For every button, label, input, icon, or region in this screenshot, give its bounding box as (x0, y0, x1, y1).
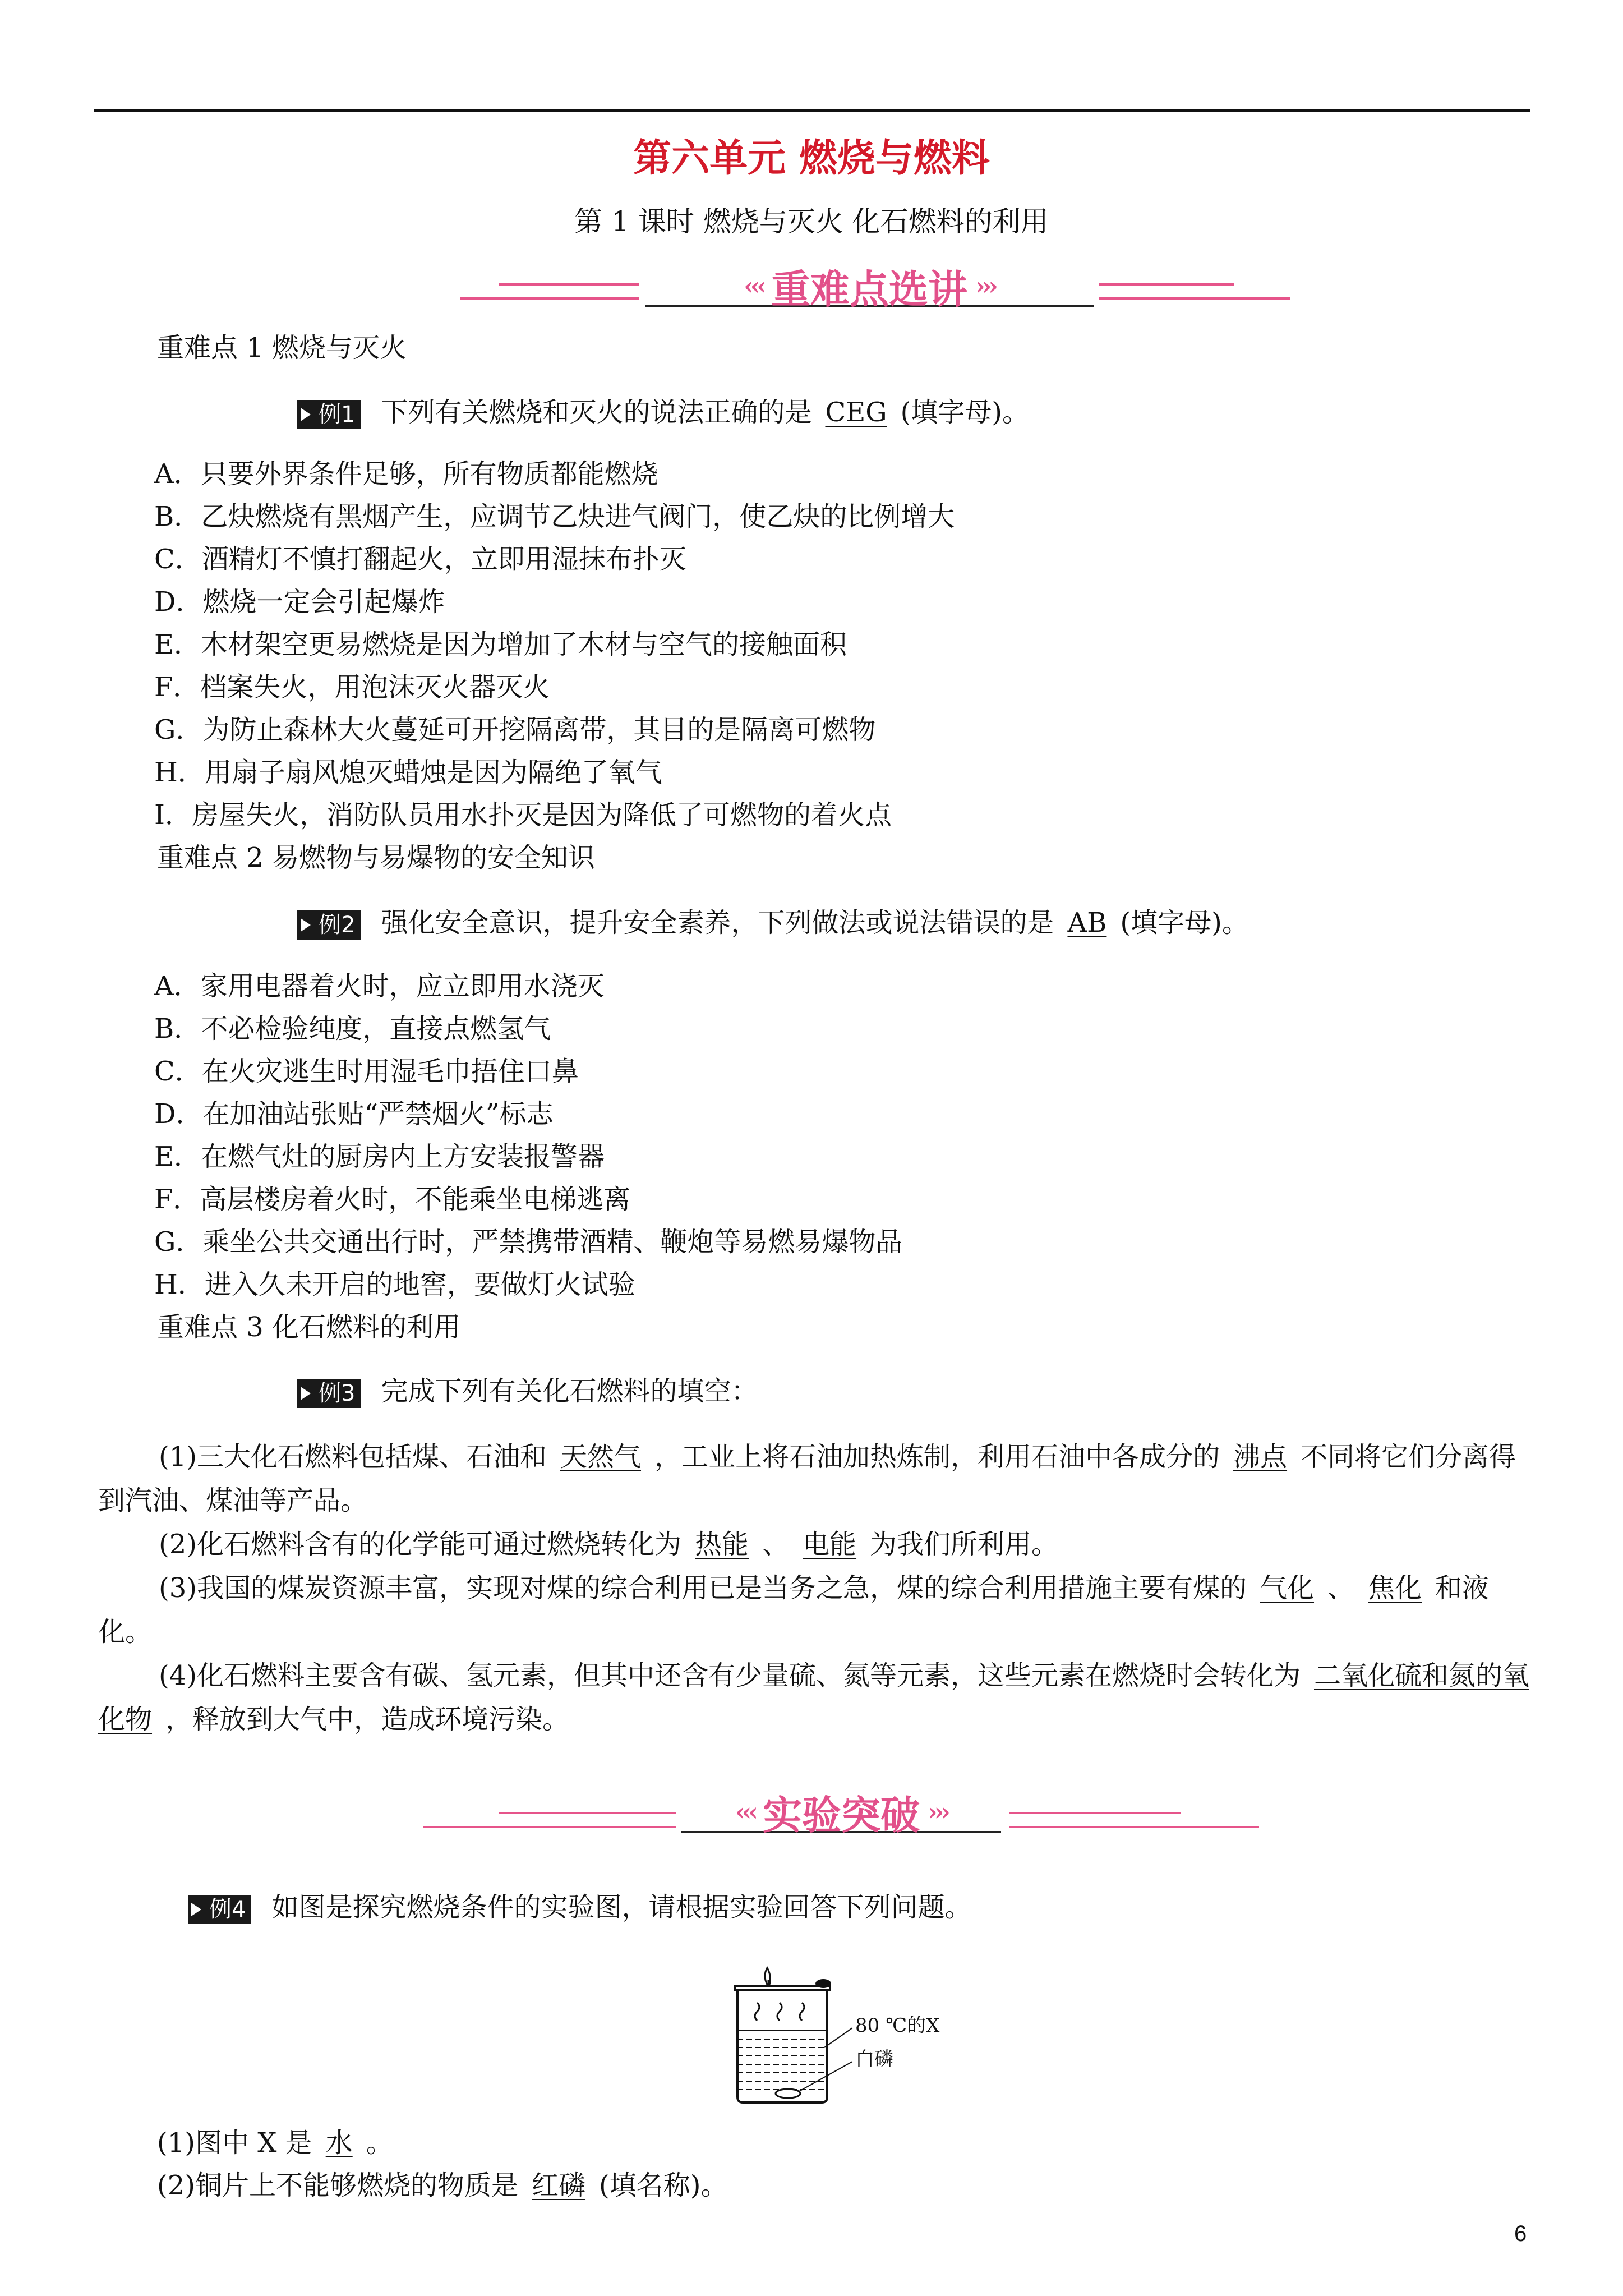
section-heading: 重难点 2 易燃物与易爆物的安全知识 (157, 842, 596, 873)
page-number: 6 (1514, 2221, 1527, 2246)
play-triangle-icon (191, 1903, 201, 1916)
option: D．燃烧一定会引起爆炸 (154, 586, 445, 618)
fill-question-3: (3)我国的煤炭资源丰富，实现对煤的综合利用已是当务之急，煤的综合利用措施主要有煤的 气化 、 焦化 和液化。 (98, 1572, 1490, 1648)
banner-title: 实验突破 (763, 1792, 920, 1838)
section-heading: 重难点 1 燃烧与灭火 (157, 332, 407, 364)
option: E．在燃气灶的厨房内上方安装报警器 (154, 1141, 605, 1172)
copper-plate (735, 1986, 830, 1990)
option: A．只要外界条件足够，所有物质都能燃烧 (154, 458, 658, 490)
fill-question-4: (4)化石燃料主要含有碳、氢元素，但其中还含有少量硫、氮等元素，这些元素在燃烧时会转化为 二氧化硫和氮的氧化物 ，释放到大气中，造成环境污染。 (98, 1660, 1530, 1735)
play-triangle-icon (301, 408, 311, 421)
option: D．在加油站张贴“严禁烟火”标志 (154, 1098, 554, 1130)
option: H．进入久未开启的地窖，要做灯火试验 (154, 1269, 635, 1300)
play-triangle-icon (301, 1387, 311, 1400)
chevron-right-icon: ››› (928, 1797, 947, 1826)
unit-title: 第六单元 燃烧与燃料 (633, 136, 990, 181)
top-rule (94, 109, 1530, 112)
fill-question-2: (2)化石燃料含有的化学能可通过燃烧转化为 热能 、 电能 为我们所利用。 (159, 1529, 1059, 1560)
example-badge: 例1 (297, 400, 361, 429)
option: B．乙炔燃烧有黑烟产生，应调节乙炔进气阀门，使乙炔的比例增大 (154, 501, 955, 532)
banner-key-points (460, 264, 1290, 314)
answer-blank: 热能 (695, 1529, 749, 1560)
example-question: 例3 完成下列有关化石燃料的填空： (297, 1374, 758, 1408)
option: I．房屋失火，消防队员用水扑灭是因为降低了可燃物的着火点 (154, 799, 892, 831)
answer-blank: 沸点 (1233, 1441, 1288, 1473)
red-phosphorus (815, 1979, 831, 1988)
option: G．乘坐公共交通出行时，严禁携带酒精、鞭炮等易燃易爆物品 (154, 1226, 903, 1258)
option: C．酒精灯不慎打翻起火，立即用湿抹布扑灭 (154, 544, 686, 575)
option: B．不必检验纯度，直接点燃氢气 (154, 1013, 551, 1045)
play-triangle-icon (301, 918, 311, 932)
answer-blank: CEG (825, 397, 887, 428)
option: E．木材架空更易燃烧是因为增加了木材与空气的接触面积 (154, 629, 847, 660)
sub-question-2: (2)铜片上不能够燃烧的物质是 红磷 (填名称)。 (157, 2170, 728, 2201)
vapor-icon (755, 2003, 804, 2021)
section-heading: 重难点 3 化石燃料的利用 (157, 1312, 461, 1343)
label-water: 80 ℃的X (855, 2014, 940, 2037)
example-badge: 例2 (297, 910, 361, 940)
option: G．为防止森林大火蔓延可开挖隔离带，其目的是隔离可燃物 (154, 714, 876, 746)
chevron-left-icon: ‹‹‹ (744, 272, 763, 301)
example-badge: 例3 (297, 1379, 361, 1408)
lesson-title: 第 1 课时 燃烧与灭火 化石燃料的利用 (574, 205, 1049, 238)
chevron-right-icon: ››› (975, 272, 995, 301)
example-question: 例2 强化安全意识，提升安全素养，下列做法或说法错误的是 AB (填字母)。 (297, 906, 1249, 940)
chevron-left-icon: ‹‹‹ (735, 1797, 755, 1826)
option: A．家用电器着火时，应立即用水浇灭 (154, 970, 605, 1002)
answer-blank: 天然气 (560, 1441, 642, 1473)
option: F．档案失火，用泡沫灭火器灭火 (154, 671, 550, 703)
banner-title: 重难点选讲 (771, 266, 967, 312)
white-phosphorus (776, 2089, 800, 2098)
option: F．高层楼房着火时，不能乘坐电梯逃离 (154, 1184, 631, 1215)
example-question: 例1 下列有关燃烧和灭火的说法正确的是 CEG (填字母)。 (297, 395, 1029, 429)
answer-blank: 电能 (803, 1529, 857, 1560)
label-white-phosphorus: 白磷 (855, 2048, 893, 2070)
example-question: 例4 如图是探究燃烧条件的实验图，请根据实验回答下列问题。 (188, 1890, 971, 1924)
option: C．在火灾逃生时用湿毛巾捂住口鼻 (154, 1056, 579, 1087)
answer-blank: 红磷 (532, 2170, 586, 2201)
answer-blank: 焦化 (1368, 1572, 1422, 1604)
fill-question-1: (1)三大化石燃料包括煤、石油和 天然气 ，工业上将石油加热炼制，利用石油中各成分的 沸点 不同将它们分离得到汽油、煤油等产品。 (98, 1441, 1516, 1516)
answer-blank: 水 (325, 2127, 353, 2159)
sub-question-1: (1)图中 X 是 水 。 (157, 2127, 393, 2159)
answer-blank: 气化 (1260, 1572, 1315, 1604)
option: H．用扇子扇风熄灭蜡烛是因为隔绝了氧气 (154, 757, 662, 788)
combustion-experiment-figure (718, 1963, 1009, 2109)
example-badge: 例4 (188, 1895, 251, 1924)
answer-blank: 二氧化硫和氮的氧化物 (98, 1660, 1530, 1735)
answer-blank: AB (1067, 907, 1107, 938)
